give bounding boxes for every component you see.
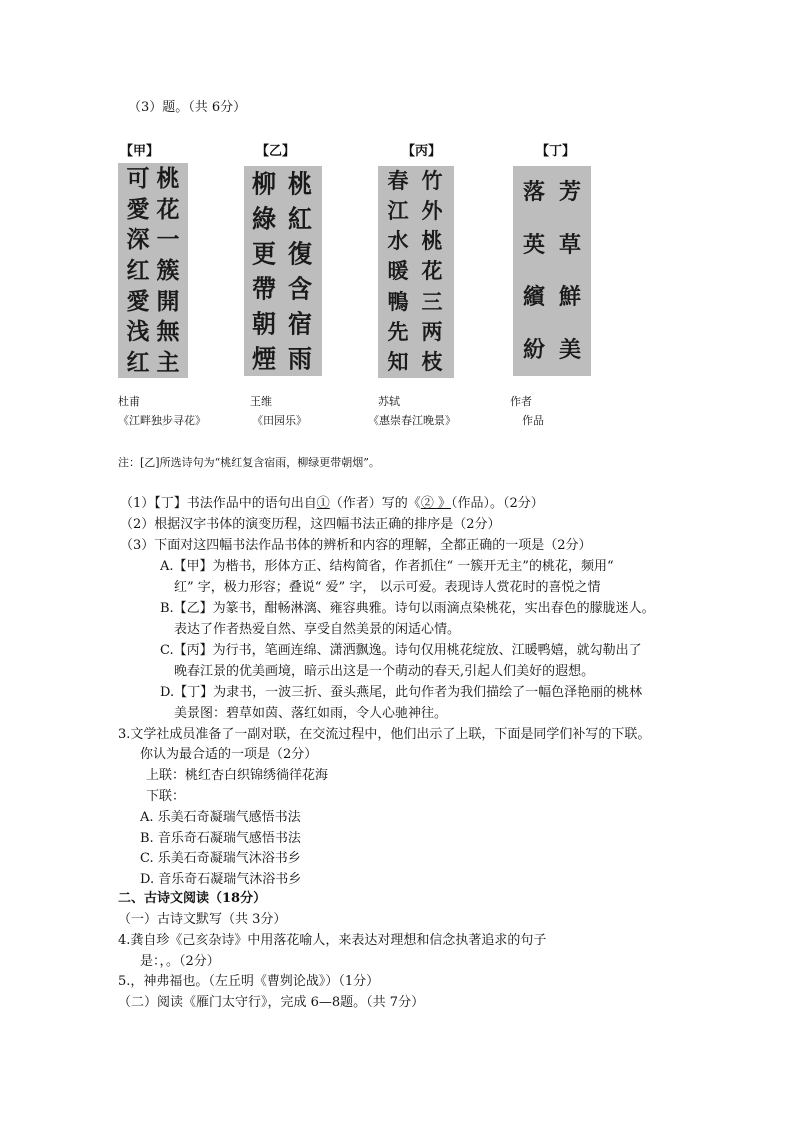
calligraphy-char: 愛: [126, 287, 150, 315]
calligraphy-char: 主: [156, 349, 180, 377]
calligraphy-char: 浅: [126, 318, 150, 346]
calligraphy-char: 繽: [522, 284, 545, 311]
q3-stem-line1: 3.文学社成员准备了一副对联，在交流过程中，他们出示了上联，下面是同学们补写的下联。: [118, 727, 651, 742]
calligraphy-char: 宿: [288, 308, 312, 339]
work-ding: 作品: [522, 414, 544, 427]
q1-blank-2: ② 》: [420, 496, 451, 511]
question-2: （2）根据汉字书体的演变历程，这四幅书法正确的排序是（2分）: [120, 517, 501, 532]
option-a-line2: 红” 字，极力形容；叠说“ 爱” 字， 以示可爱。表现诗人赏花时的喜悦之情: [174, 580, 601, 595]
q1-mid: （作者）写的《: [329, 496, 421, 511]
calligraphy-bing-image: [378, 166, 454, 378]
panel-label-bing: 【丙】: [402, 144, 442, 159]
couplet-option-b: B. 音乐奇石凝瑞气感悟书法: [140, 831, 301, 846]
calligraphy-char: 更: [252, 238, 276, 269]
calligraphy-char: 煙: [252, 343, 276, 374]
calligraphy-char: 桃: [288, 168, 312, 199]
calligraphy-char: 红: [126, 349, 150, 377]
q1-blank-1: ①: [316, 496, 330, 511]
section-2-sub-1: （一）古诗文默写（共 3分）: [118, 912, 287, 927]
calligraphy-char: 深: [126, 226, 150, 254]
q1-suffix: （作品）。（2分）: [450, 496, 544, 511]
calligraphy-char: 知: [387, 350, 409, 375]
calligraphy-char: 開: [156, 287, 180, 315]
calligraphy-char: 柳: [252, 168, 276, 199]
calligraphy-char: 一: [156, 226, 180, 254]
option-b-line1: B.【乙】为篆书，酣畅淋漓、雍容典雅。诗句以雨滴点染桃花，实出春色的朦胧迷人。: [160, 601, 655, 616]
calligraphy-char: 帶: [252, 273, 276, 304]
calligraphy-char: 復: [288, 238, 312, 269]
panel-label-ding: 【丁】: [536, 144, 576, 159]
calligraphy-char: 含: [288, 273, 312, 304]
calligraphy-char: 竹: [421, 168, 443, 193]
couplet-option-a: A. 乐美石奇凝瑞气感悟书法: [140, 810, 301, 825]
q3-stem-line2: 你认为最合适的一项是（2分）: [140, 747, 318, 762]
section-intro: （3）题。（共 6分）: [128, 100, 247, 115]
couplet-option-c: C. 乐美石奇凝瑞气沐浴书乡: [140, 851, 301, 866]
calligraphy-yi-image: [244, 166, 322, 376]
calligraphy-char: 春: [387, 168, 409, 193]
calligraphy-char: 两: [421, 320, 443, 345]
calligraphy-char: 花: [421, 259, 443, 284]
q1-prefix: （1）【丁】书法作品中的语句出自: [120, 496, 317, 511]
calligraphy-char: 落: [522, 179, 545, 206]
author-jia: 杜甫: [118, 395, 140, 408]
panel-label-jia: 【甲】: [120, 144, 160, 159]
calligraphy-char: 桃: [156, 164, 180, 192]
calligraphy-char: 無: [156, 318, 180, 346]
option-d-line2: 美景图：碧草如茵、落红如雨，令人心驰神往。: [174, 706, 448, 721]
couplet-upper: 上联：桃红杏白织锦绣徜徉花海: [146, 768, 329, 783]
question-5: 5.，神弗福也。（左丘明《曹刿论战》）（1分）: [118, 974, 380, 989]
calligraphy-jia-image: [118, 163, 188, 378]
calligraphy-char: 外: [421, 198, 443, 223]
calligraphy-char: 紅: [288, 203, 312, 234]
calligraphy-char: 愛: [126, 195, 150, 223]
calligraphy-ding-image: [513, 166, 591, 376]
calligraphy-char: 枝: [421, 350, 443, 375]
calligraphy-char: 桃: [421, 229, 443, 254]
calligraphy-char: 簇: [156, 256, 180, 284]
option-a-line1: A.【甲】为楷书，形体方正、结构简省，作者抓住“ 一簇开无主”的桃花，频用“: [160, 559, 614, 574]
option-d-line1: D.【丁】为隶书，一波三折、蚕头燕尾，此句作者为我们描绘了一幅色泽艳丽的桃林: [160, 685, 643, 700]
couplet-lower: 下联：: [146, 789, 186, 804]
calligraphy-char: 美: [558, 336, 581, 363]
author-ding: 作者: [510, 395, 532, 408]
work-jia: 《江畔独步寻花》: [118, 414, 206, 427]
calligraphy-char: 草: [558, 231, 581, 258]
calligraphy-char: 可: [126, 164, 150, 192]
calligraphy-char: 朝: [252, 308, 276, 339]
calligraphy-char: 鮮: [558, 284, 581, 311]
question-3: （3）下面对这四幅书法作品书体的辨析和内容的理解，全都正确的一项是（2分）: [120, 538, 592, 553]
calligraphy-char: 红: [126, 256, 150, 284]
work-yi: 《田园乐》: [252, 414, 307, 427]
calligraphy-char: 江: [387, 198, 409, 223]
calligraphy-char: 花: [156, 195, 180, 223]
calligraphy-char: 三: [421, 289, 443, 314]
note: 注：[乙]所选诗句为“桃红复含宿雨，柳绿更带朝烟”。: [118, 456, 380, 469]
option-c-line1: C.【丙】为行书，笔画连绵、潇洒飘逸。诗句仅用桃花绽放、江暖鸭嬉，就勾勒出了: [160, 643, 642, 658]
calligraphy-char: 先: [387, 320, 409, 345]
section-2-sub-2: （二）阅读《雁门太守行》，完成 6—8题。（共 7分）: [118, 995, 425, 1010]
question-1: [120, 494, 544, 514]
calligraphy-char: 芳: [558, 179, 581, 206]
calligraphy-char: 綠: [252, 203, 276, 234]
author-yi: 王维: [250, 395, 272, 408]
option-c-line2: 晚春江景的优美画境，暗示出这是一个萌动的春天,引起人们美好的遐想。: [174, 664, 595, 679]
question-4-line2: 是：，。（2分）: [140, 954, 220, 969]
question-4-line1: 4.龚自珍《己亥杂诗》中用落花喻人，来表达对理想和信念执著追求的句子: [118, 933, 547, 948]
calligraphy-char: 雨: [288, 343, 312, 374]
option-b-line2: 表达了作者热爱自然、享受自然美景的闲适心情。: [174, 622, 461, 637]
author-bing: 苏轼: [378, 395, 400, 408]
couplet-option-d: D. 音乐奇石凝瑞气沐浴书乡: [140, 872, 302, 887]
calligraphy-char: 英: [522, 231, 545, 258]
section-2-heading: 二、古诗文阅读（18分）: [118, 891, 267, 906]
panel-label-yi: 【乙】: [256, 144, 296, 159]
calligraphy-char: 鴨: [387, 289, 409, 314]
calligraphy-char: 水: [387, 229, 409, 254]
work-bing: 《惠崇春江晚景》: [368, 414, 456, 427]
calligraphy-char: 紛: [522, 336, 545, 363]
calligraphy-char: 暖: [387, 259, 409, 284]
